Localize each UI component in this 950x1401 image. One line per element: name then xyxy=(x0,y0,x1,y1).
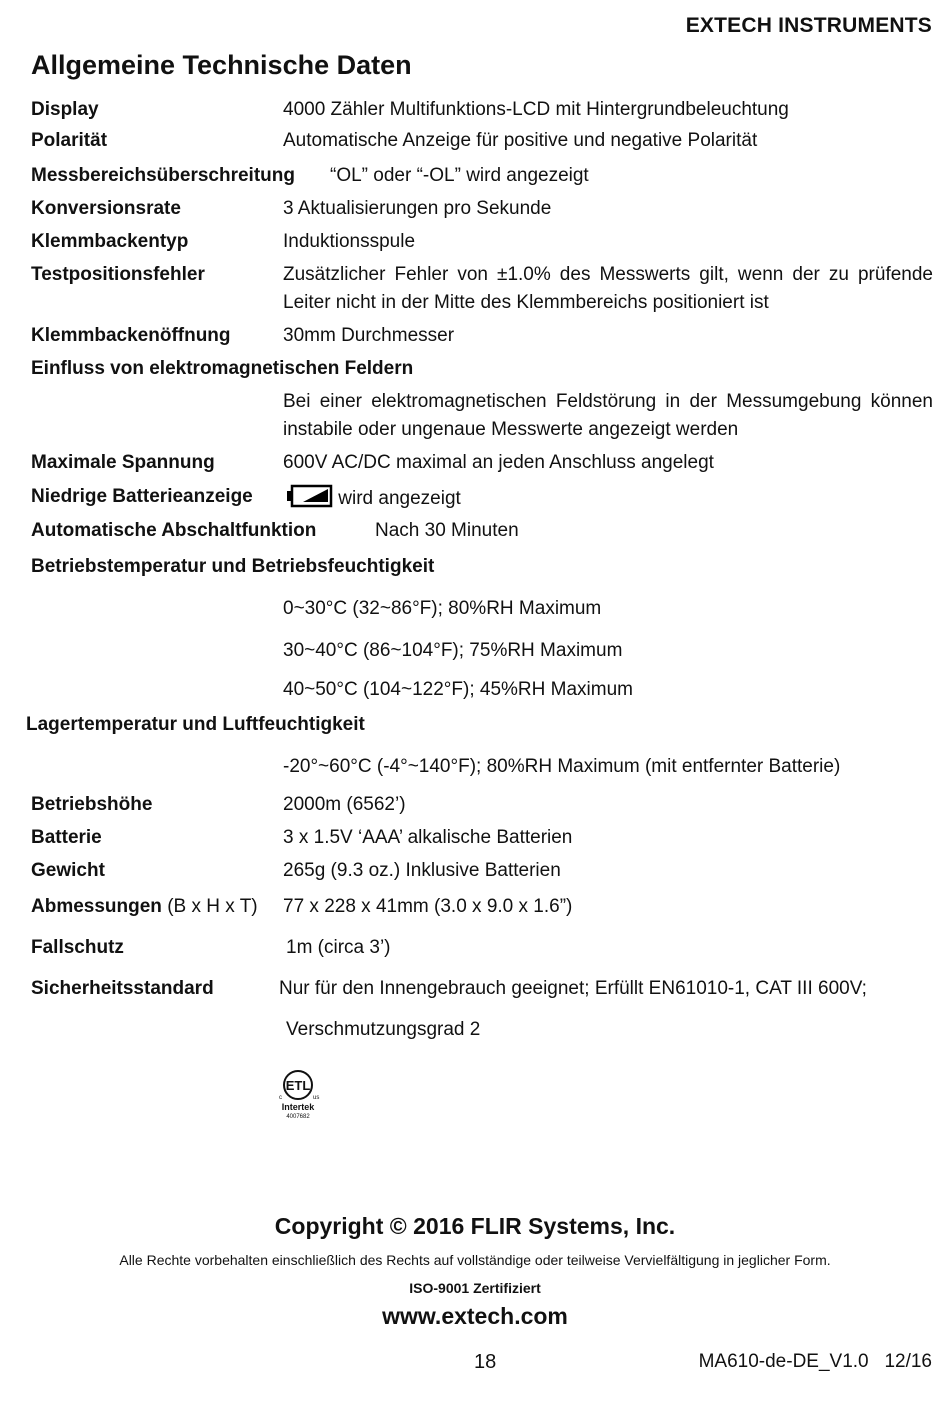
spec-value-display: 4000 Zähler Multifunktions-LCD mit Hintergrundbeleuchtung xyxy=(283,99,789,120)
spec-value-altitude: 2000m (6562’) xyxy=(283,794,406,815)
spec-value-max-voltage: 600V AC/DC maximal an jeden Anschluss angelegt xyxy=(283,452,714,473)
spec-label-drop: Fallschutz xyxy=(31,937,124,958)
spec-value-jaw-opening: 30mm Durchmesser xyxy=(283,325,455,346)
dimensions-label-suffix: (B x H x T) xyxy=(161,896,258,917)
spec-label-overrange: Messbereichsüberschreitung xyxy=(31,165,295,186)
rights-statement: Alle Rechte vorbehalten einschließlich des Rechts auf vollständige oder teilweise Vervielfältigung in jeglicher Form. xyxy=(119,1252,831,1268)
spec-label-dimensions xyxy=(31,896,258,918)
spec-value-drop: 1m (circa 3’) xyxy=(286,937,391,958)
spec-value-safety-2: Verschmutzungsgrad 2 xyxy=(286,1019,481,1040)
spec-value-overrange: “OL” oder “-OL” wird angezeigt xyxy=(330,165,589,186)
spec-value-storage: -20°~60°C (-4°~140°F); 80%RH Maximum (mit entfernter Batterie) xyxy=(283,756,841,777)
cert-number-text: 4007682 xyxy=(286,1114,310,1120)
spec-value-auto-off: Nach 30 Minuten xyxy=(375,520,519,541)
copyright: Copyright © 2016 FLIR Systems, Inc. xyxy=(274,1213,676,1239)
spec-label-jaw-type: Klemmbackentyp xyxy=(31,231,189,252)
etl-mark-text: ETL xyxy=(285,1078,311,1093)
spec-label-safety: Sicherheitsstandard xyxy=(31,978,214,999)
low-battery-text: wird angezeigt xyxy=(338,488,461,510)
spec-value-weight: 265g (9.3 oz.) Inklusive Batterien xyxy=(283,860,561,881)
spec-label-jaw-opening: Klemmbackenöffnung xyxy=(31,325,231,346)
spec-label-operating: Betriebstemperatur und Betriebsfeuchtigkeit xyxy=(31,556,435,577)
spec-label-storage: Lagertemperatur und Luftfeuchtigkeit xyxy=(26,714,365,735)
spec-value-emf: Bei einer elektromagnetischen Feldstörung in der Messumgebung können instabile oder ungenaue Messwerte angezeigt werden xyxy=(283,391,933,440)
spec-label-weight: Gewicht xyxy=(31,860,105,881)
spec-value-rate: 3 Aktualisierungen pro Sekunde xyxy=(283,198,552,219)
spec-value-safety: Nur für den Innengebrauch geeignet; Erfüllt EN61010-1, CAT III 600V; xyxy=(279,978,867,999)
spec-value-low-battery xyxy=(287,484,461,514)
website-link[interactable]: www.extech.com xyxy=(382,1303,568,1329)
spec-label-emf: Einfluss von elektromagnetischen Feldern xyxy=(31,358,414,379)
brand-header: EXTECH INSTRUMENTS xyxy=(685,14,932,37)
etl-intertek-logo xyxy=(272,1068,328,1129)
spec-label-low-battery: Niedrige Batterieanzeige xyxy=(31,486,253,507)
iso-certification: ISO-9001 Zertifiziert xyxy=(409,1280,541,1296)
page-title: Allgemeine Technische Daten xyxy=(31,50,412,80)
spec-label-altitude: Betriebshöhe xyxy=(31,794,153,815)
intertek-text: Intertek xyxy=(281,1102,315,1112)
dimensions-label-text: Abmessungen xyxy=(31,896,162,917)
spec-value-position-error: Zusätzlicher Fehler von ±1.0% des Messwerts gilt, wenn der zu prüfende Leiter nicht in der Mitte des Klemmbereichs positioniert ist xyxy=(283,264,933,313)
etl-us-text: us xyxy=(313,1095,320,1101)
battery-low-icon xyxy=(287,484,333,514)
spec-value-dimensions: 77 x 228 x 41mm (3.0 x 9.0 x 1.6”) xyxy=(283,896,573,917)
spec-label-rate: Konversionsrate xyxy=(31,198,181,219)
spec-value-polarity: Automatische Anzeige für positive und negative Polarität xyxy=(283,130,758,151)
page-number: 18 xyxy=(474,1351,497,1373)
spec-value-operating-2: 30~40°C (86~104°F); 75%RH Maximum xyxy=(283,640,623,661)
spec-label-position-error: Testpositionsfehler xyxy=(31,264,205,285)
spec-value-operating-3: 40~50°C (104~122°F); 45%RH Maximum xyxy=(283,679,633,700)
document-id: MA610-de-DE_V1.0 12/16 xyxy=(698,1351,932,1372)
spec-label-polarity: Polarität xyxy=(31,130,108,151)
spec-label-auto-off: Automatische Abschaltfunktion xyxy=(31,520,317,541)
etl-c-text: c xyxy=(279,1095,282,1101)
spec-label-battery: Batterie xyxy=(31,827,102,848)
spec-value-battery: 3 x 1.5V ‘AAA’ alkalische Batterien xyxy=(283,827,573,848)
spec-label-display: Display xyxy=(31,99,99,120)
spec-label-max-voltage: Maximale Spannung xyxy=(31,452,215,473)
spec-value-jaw-type: Induktionsspule xyxy=(283,231,416,252)
spec-value-operating-1: 0~30°C (32~86°F); 80%RH Maximum xyxy=(283,598,602,619)
